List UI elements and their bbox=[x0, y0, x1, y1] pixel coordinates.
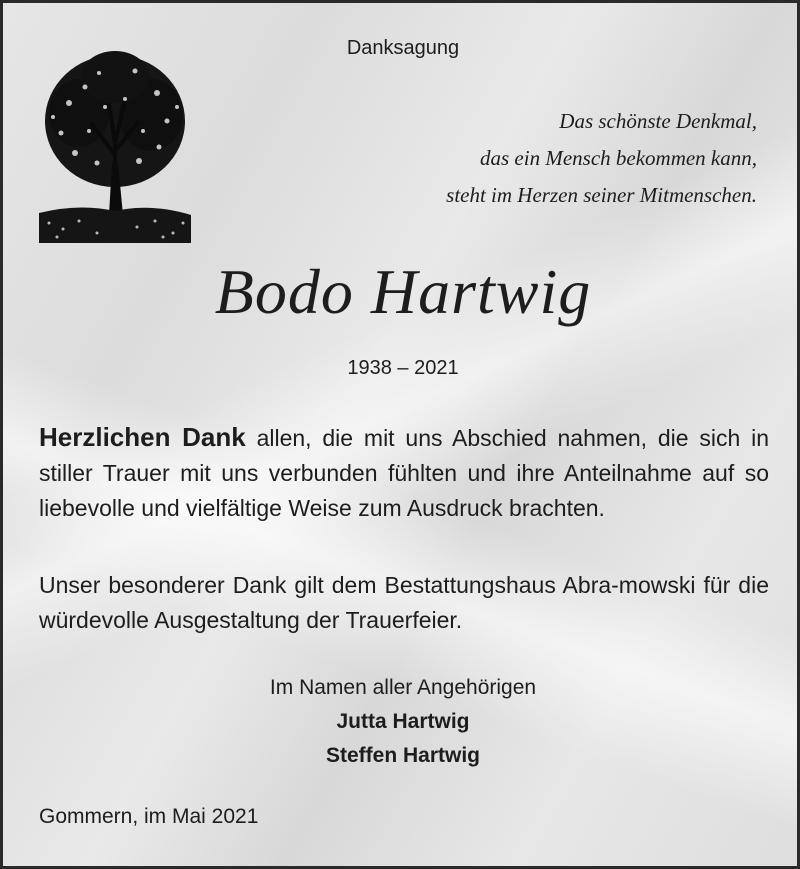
tree-icon bbox=[39, 43, 191, 243]
signature-name: Steffen Hartwig bbox=[325, 744, 480, 767]
signature-name: Jutta Hartwig bbox=[336, 710, 470, 733]
quote-line: Das schönste Denkmal, bbox=[559, 109, 757, 133]
deceased-name: Bodo Hartwig bbox=[214, 256, 592, 327]
thanks-emphasis: Herzlichen Dank bbox=[39, 422, 246, 452]
thanks-text: allen, die mit uns Abschied nahmen, die sich in stiller Trauer mit uns verbunden fühlten und ihre Anteilnahme auf so liebevolle und vielfältige Weise zum Ausdruck brachten. bbox=[39, 425, 769, 521]
quote bbox=[446, 103, 757, 214]
quote-line: steht im Herzen seiner Mitmenschen. bbox=[446, 183, 757, 207]
life-years: 1938 – 2021 bbox=[347, 357, 459, 379]
heading: Danksagung bbox=[346, 37, 460, 59]
signature-intro: Im Namen aller Angehörigen bbox=[269, 676, 537, 699]
thanks-paragraph bbox=[39, 420, 769, 526]
signature-block bbox=[3, 671, 800, 773]
place-date: Gommern, im Mai 2021 bbox=[39, 805, 259, 828]
special-thanks-paragraph: Unser besonderer Dank gilt dem Bestattungshaus Abra-mowski für die würdevolle Ausgestaltung der Trauerfeier. bbox=[39, 572, 769, 633]
quote-line: das ein Mensch bekommen kann, bbox=[480, 146, 757, 170]
